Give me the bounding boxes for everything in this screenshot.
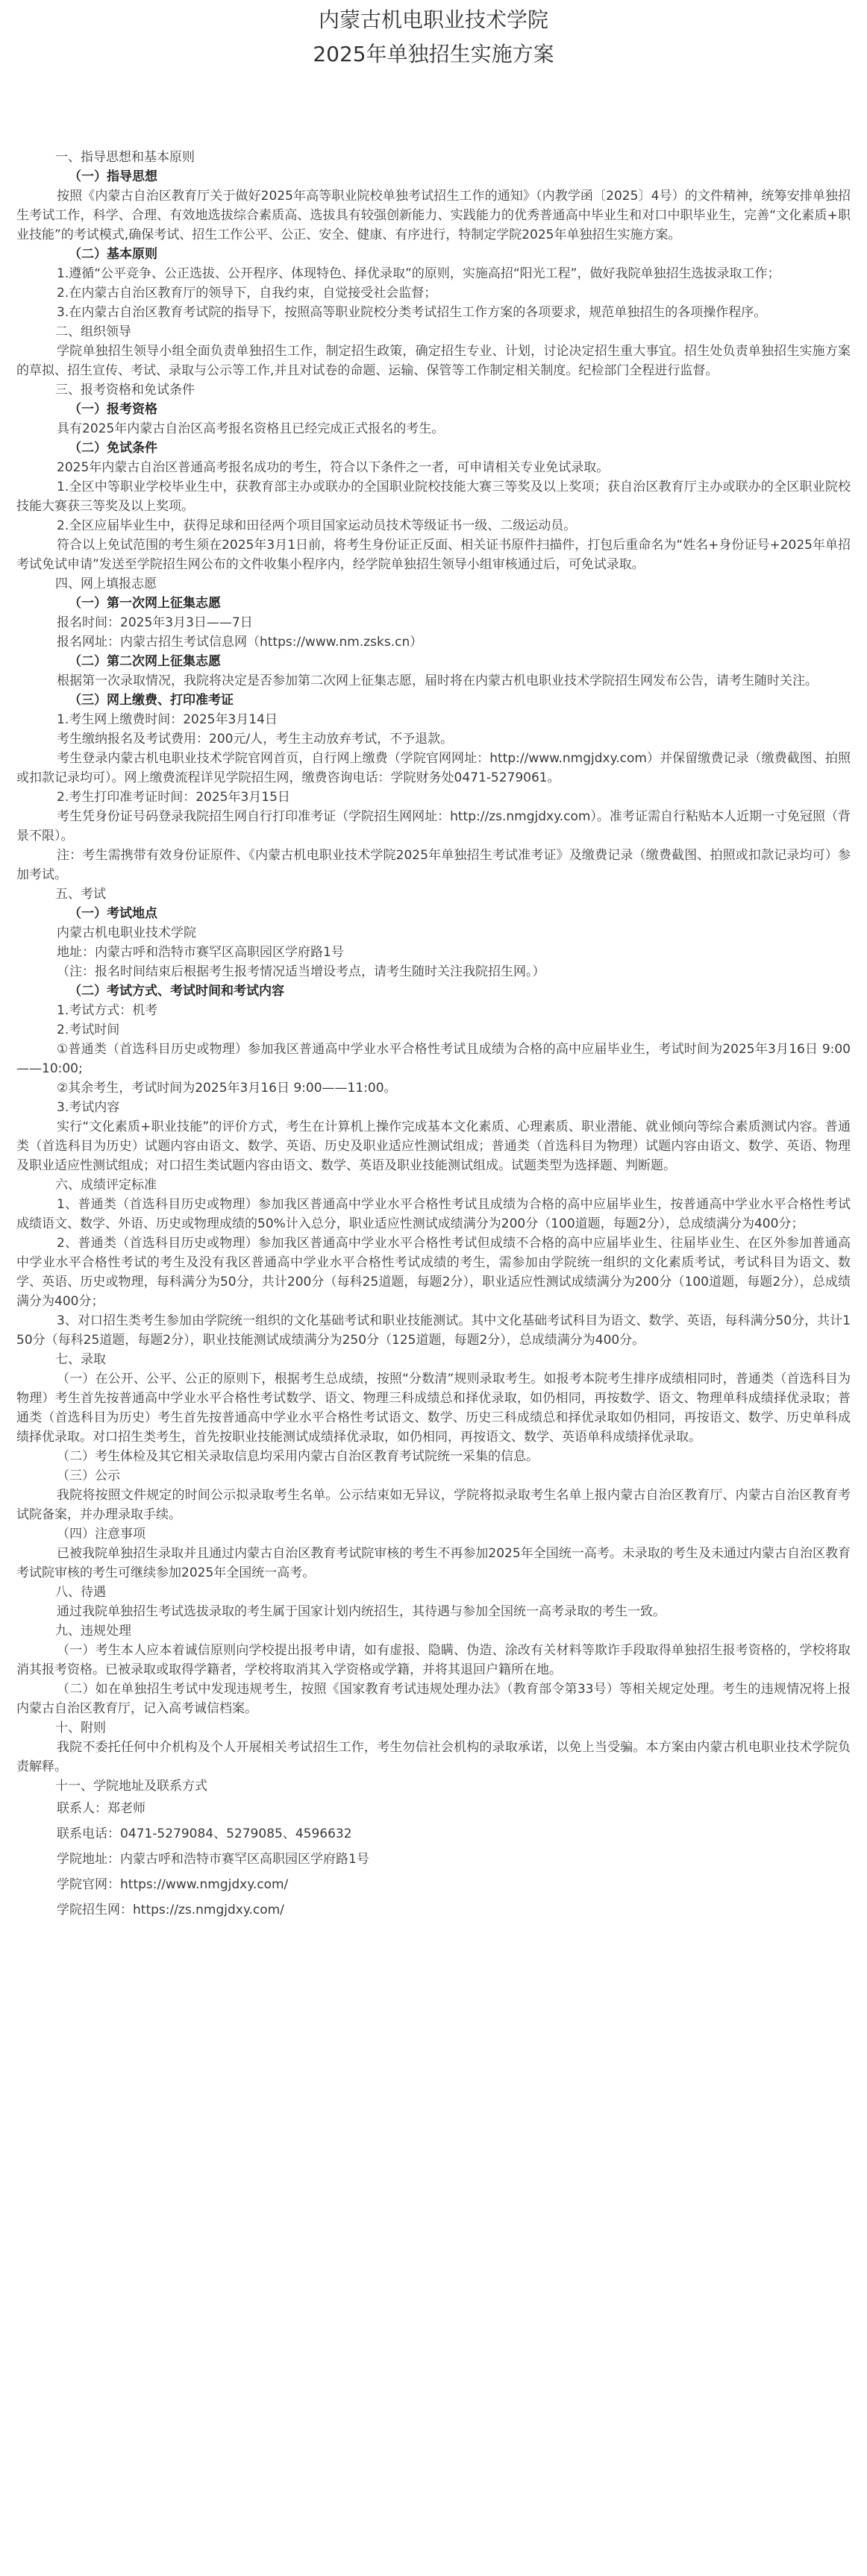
section-heading: （一）考试地点 [69, 906, 157, 921]
section-heading: 五、考试 [55, 887, 106, 902]
paragraph: 报名时间：2025年3月3日——7日 [57, 615, 253, 630]
paragraph: （注：报名时间结束后根据考生报考情况适当增设考点，请考生随时关注我院招生网。） [57, 964, 545, 979]
paragraph: （一）在公开、公平、公正的原则下，根据考生总成绩，按照“分数清”规则录取考生。如报考本院考生排序成绩相同时，普通类（首选科目为物理）考生首先按普通高中学业水平合格性考试数学、语文、物理三科成绩总和择优录取，如仍相同，再按数学、语文、物理单科成绩择优录取；普通类（首选科目为历史）考生首先按普通高中学业水平合格性考试语文、数学、历史三科成绩总和择优录取如仍相同，再按语文、数学、历史单科成绩择优录取。对口招生类考生，首先按职业技能测试成绩择优录取，如仍相同，再按语文、数学、英语单科成绩择优录取。 [16, 1372, 851, 1445]
paragraph: 报名网址：内蒙古招生考试信息网（https://www.nm.zsks.cn） [57, 635, 423, 650]
section-heading: 十、附则 [55, 1721, 106, 1735]
paragraph: （二）如在单独招生考试中发现违规考生，按照《国家教育考试违规处理办法》（教育部令第33号）等相关规定处理。考生的违规情况将上报内蒙古自治区教育厅，记入高考诚信档案。 [16, 1682, 851, 1716]
paragraph: 内蒙古机电职业技术学院 [57, 926, 196, 940]
contact-admissions-site[interactable]: 学院招生网：https://zs.nmgjdxy.com/ [57, 1903, 284, 1917]
paragraph: 按照《内蒙古自治区教育厅关于做好2025年高等职业院校单独考试招生工作的通知》（内教学函〔2025〕4号）的文件精神，统筹安排单独招生考试工作，科学、合理、有效地选拔综合素质高、选拔具有较强创新能力、实践能力的优秀普通高中毕业生和对口中职毕业生，完善“文化素质+职业技能”的考试模式,确保考试、招生工作公平、公正、安全、健康、有序进行，特制定学院2025年单独招生实施方案。 [16, 189, 851, 242]
paragraph: ②其余考生，考试时间为2025年3月16日 9:00——11:00。 [57, 1081, 397, 1096]
paragraph: 3.在内蒙古自治区教育考试院的指导下，按照高等职业院校分类考试招生工作方案的各项要求，规范单独招生的各项操作程序。 [57, 305, 767, 320]
section-heading: （一）第一次网上征集志愿 [69, 596, 221, 611]
paragraph: 地址：内蒙古呼和浩特市赛罕区高职园区学府路1号 [57, 945, 344, 960]
section-heading: （三）网上缴费、打印准考证 [69, 693, 234, 708]
paragraph: 2025年内蒙古自治区普通高考报名成功的考生，符合以下条件之一者，可申请相关专业免试录取。 [57, 460, 610, 475]
paragraph: 2.考试时间 [57, 1022, 120, 1037]
section-heading: 八、待遇 [55, 1585, 106, 1600]
paragraph: 1.考生网上缴费时间：2025年3月14日 [57, 712, 278, 727]
contact-phone: 联系电话：0471-5279084、5279085、4596632 [57, 1826, 352, 1841]
paragraph: 2.考生打印准考证时间：2025年3月15日 [57, 790, 290, 805]
document-body [0, 72, 867, 1923]
section-heading: 三、报考资格和免试条件 [55, 383, 195, 398]
paragraph: （四）注意事项 [57, 1527, 145, 1542]
page-title: 内蒙古机电职业技术学院 [318, 7, 548, 32]
paragraph: 1.考试方式：机考 [57, 1003, 158, 1018]
paragraph: 考生登录内蒙古机电职业技术学院官网首页，自行网上缴费（学院官网网址：http://www.nmgjdxy.com）并保留缴费记录（缴费截图、拍照或扣款记录均可）。网上缴费流程详见学院招生网，缴费咨询电话：学院财务处0471-5279061。 [16, 751, 851, 785]
paragraph: 通过我院单独招生考试选拔录取的考生属于国家计划内统招生，其待遇与参加全国统一高考录取的考生一致。 [57, 1604, 666, 1619]
section-heading: 四、网上填报志愿 [55, 577, 157, 591]
paragraph: 注：考生需携带有效身份证原件、《内蒙古机电职业技术学院2025年单独招生考试准考证》及缴费记录（缴费截图、拍照或扣款记录均可）参加考试。 [16, 848, 851, 882]
paragraph: 学院单独招生领导小组全面负责单独招生工作，制定招生政策，确定招生专业、计划，讨论决定招生重大事宜。招生处负责单独招生实施方案的草拟、招生宣传、考试、录取与公示等工作,并且对试卷的命题、运输、保管等工作制定相关制度。纪检部门全程进行监督。 [16, 344, 851, 378]
paragraph: 2、普通类（首选科目历史或物理）参加我区普通高中学业水平合格性考试但成绩不合格的高中应届毕业生、往届毕业生、在区外参加普通高中学业水平合格性考试的考生及没有我区普通高中学业水平合格性考试成绩的考生，需参加由学院统一组织的文化素质考试，考试科目为语文、数学、英语、历史或物理，每科满分为50分，共计200分（每科25道题，每题2分），职业适应性测试成绩满分为200分（100道题，每题2分），总成绩满分为400分； [16, 1236, 851, 1309]
section-heading: （一）指导思想 [69, 169, 157, 184]
content-blocks [16, 148, 851, 1796]
paragraph: 已被我院单独招生录取并且通过内蒙古自治区教育考试院审核的考生不再参加2025年全国统一高考。未录取的考生及未通过内蒙古自治区教育考试院审核的考生可继续参加2025年全国统一高考。 [16, 1546, 851, 1580]
contact-address: 学院地址：内蒙古呼和浩特市赛罕区高职园区学府路1号 [57, 1852, 369, 1867]
paragraph: 1.遵循“公平竞争、公正选拔、公开程序、体现特色、择优录取”的原则，实施高招“阳光工程”，做好我院单独招生选拔录取工作； [57, 266, 780, 281]
section-heading: （二）免试条件 [69, 441, 157, 456]
section-heading: 六、成绩评定标准 [55, 1178, 157, 1193]
section-heading: 二、组织领导 [55, 324, 131, 339]
page-subtitle: 2025年单独招生实施方案 [313, 42, 554, 66]
section-heading: 一、指导思想和基本原则 [55, 150, 195, 165]
paragraph: （三）公示 [57, 1468, 120, 1483]
paragraph: 3、对口招生类考生参加由学院统一组织的文化基础考试和职业技能测试。其中文化基础考试科目为语文、数学、英语，每科满分50分，共计150分（每科25道题，每题2分），职业技能测试成绩满分为250分（125道题，每题2分），总成绩满分为400分。 [16, 1313, 851, 1348]
paragraph: 根据第一次录取情况，我院将决定是否参加第二次网上征集志愿，届时将在内蒙古机电职业技术学院招生网发布公告，请考生随时关注。 [57, 673, 818, 688]
section-heading: （二）第二次网上征集志愿 [69, 654, 221, 669]
contact-website[interactable]: 学院官网：https://www.nmgjdxy.com/ [57, 1877, 289, 1892]
section-heading: 七、录取 [55, 1352, 106, 1367]
paragraph: 符合以上免试范围的考生须在2025年3月1日前，将考生身份证正反面、相关证书原件扫描件，打包后重命名为“姓名+身份证号+2025年单招考试免试申请”发送至学院招生网公布的文件收集小程序内，经学院单独招生领导小组审核通过后，可免试录取。 [16, 538, 851, 572]
paragraph: 考生凭身份证号码登录我院招生网自行打印准考证（学院招生网网址：http://zs.nmgjdxy.com）。准考证需自行粘贴本人近期一寸免冠照（背景不限）。 [16, 809, 851, 844]
contact-section [16, 1796, 851, 1923]
section-heading: 十一、学院地址及联系方式 [55, 1779, 207, 1794]
section-heading: （二）考试方式、考试时间和考试内容 [69, 984, 284, 999]
paragraph: 3.考试内容 [57, 1100, 120, 1115]
section-heading: （一）报考资格 [69, 402, 157, 417]
section-heading: （二）基本原则 [69, 247, 157, 262]
paragraph: 我院将按照文件规定的时间公示拟录取考生名单。公示结束如无异议，学院将拟录取考生名单上报内蒙古自治区教育厅、内蒙古自治区教育考试院备案，并办理录取手续。 [16, 1488, 851, 1522]
paragraph: 2.在内蒙古自治区教育厅的领导下，自我约束，自觉接受社会监督； [57, 286, 437, 301]
paragraph: （一）考生本人应本着诚信原则向学校提出报考申请，如有虚报、隐瞒、伪造、涂改有关材料等欺诈手段取得单独招生报考资格的，学校将取消其报考资格。已被录取或取得学籍者，学校将取消其入学资格或学籍，并将其退回户籍所在地。 [16, 1643, 851, 1677]
paragraph: 考生缴纳报名及考试费用：200元/人，考生主动放弃考试，不予退款。 [57, 732, 454, 747]
paragraph: （二）考生体检及其它相关录取信息均采用内蒙古自治区教育考试院统一采集的信息。 [57, 1449, 539, 1464]
paragraph: 2.全区应届毕业生中，获得足球和田径两个项目国家运动员技术等级证书一级、二级运动员。 [57, 518, 577, 533]
paragraph: ①普通类（首选科目历史或物理）参加我区普通高中学业水平合格性考试且成绩为合格的高中应届毕业生，考试时间为2025年3月16日 9:00——10:00; [16, 1042, 851, 1076]
paragraph: 1.全区中等职业学校毕业生中，获教育部主办或联办的全国职业院校技能大赛三等奖及以上奖项；获自治区教育厅主办或联办的全区职业院校技能大赛获三等奖及以上奖项。 [16, 480, 851, 514]
contact-person: 联系人：郑老师 [57, 1801, 145, 1816]
paragraph: 实行“文化素质+职业技能”的评价方式，考生在计算机上操作完成基本文化素质、心理素质、职业潜能、就业倾向等综合素质测试内容。普通类（首选科目为历史）试题内容由语文、数学、英语、历史及职业适应性测试组成；普通类（首选科目为物理）试题内容由语文、数学、英语、物理及职业适应性测试组成；对口招生类试题内容由语文、数学、英语及职业技能测试组成。试题类型为选择题、判断题。 [16, 1119, 851, 1173]
paragraph: 我院不委托任何中介机构及个人开展相关考试招生工作，考生勿信社会机构的录取承诺，以免上当受骗。本方案由内蒙古机电职业技术学院负责解释。 [16, 1740, 851, 1774]
paragraph: 具有2025年内蒙古自治区高考报名资格且已经完成正式报名的考生。 [57, 421, 445, 436]
paragraph: 1、普通类（首选科目历史或物理）参加我区普通高中学业水平合格性考试且成绩为合格的高中应届毕业生，按普通高中学业水平合格性考试成绩语文、数学、外语、历史或物理成绩的50%计入总分，职业适应性测试成绩满分为200分（100道题，每题2分），总成绩满分为400分； [16, 1197, 851, 1231]
section-heading: 九、违规处理 [55, 1624, 131, 1639]
